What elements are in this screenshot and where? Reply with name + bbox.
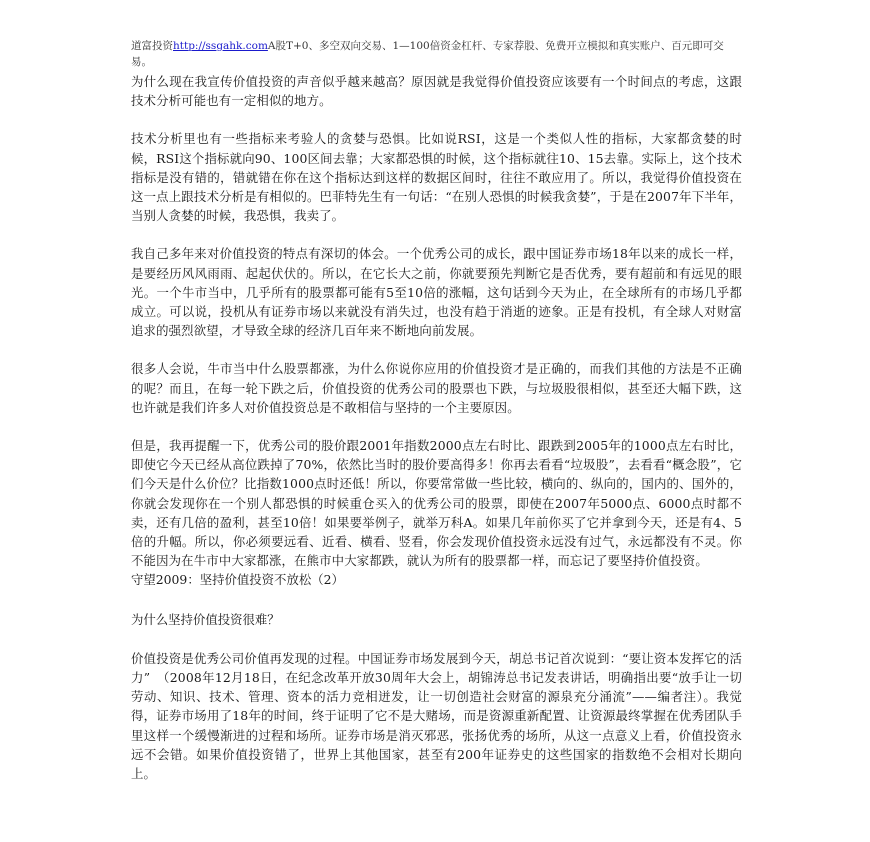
paragraph-2: 技术分析里也有一些指标来考验人的贪婪与恐惧。比如说RSI，这是一个类似人性的指标，大家都贪婪的时候，RSI这个指标就向90、100区间去靠；大家都恐惧的时候，这个指标就往10、15去靠。实际上，这个技术指标是没有错的，错就错在你在这个指标达到这样的数据区间时，往往不敢应用了。所以，我觉得价值投资在这一点上跟技术分析是有相似的。巴菲特先生有一句话：“在别人恐惧的时候我贪婪”，于是在2007年下半年，当别人贪婪的时候，我恐惧，我卖了。 <box>131 131 742 224</box>
section-heading: 为什么坚持价值投资很难？ <box>131 611 280 627</box>
ad-prefix: 道富投资 <box>131 40 173 52</box>
paragraph-1: 为什么现在我宣传价值投资的声音似乎越来越高？原因就是我觉得价值投资应该要有一个时间点的考虑，这跟技术分析可能也有一定相似的地方。 <box>131 74 742 109</box>
paragraph-4: 很多人会说，牛市当中什么股票都涨，为什么你说你应用的价值投资才是正确的，而我们其他的方法是不正确的呢？而且，在每一轮下跌之后，价值投资的优秀公司的股票也下跌，与垃圾股很相似，甚至还大幅下跌，这也许就是我们许多人对价值投资总是不敢相信与坚持的一个主要原因。 <box>131 361 742 415</box>
paragraph-3: 我自己多年来对价值投资的特点有深切的体会。一个优秀公司的成长，跟中国证券市场18年以来的成长一样，是要经历风风雨雨、起起伏伏的。所以，在它长大之前，你就要预先判断它是否优秀，要有超前和有远见的眼光。一个牛市当中，几乎所有的股票都可能有5至10倍的涨幅，这句话到今天为止，在全球所有的市场几乎都成立。可以说，投机从有证券市场以来就没有消失过，也没有趋于消逝的迹象。正是有投机，有全球人对财富追求的强烈欲望，才导致全球的经济几百年来不断地向前发展。 <box>131 246 742 339</box>
ad-link[interactable]: http://ssgahk.com <box>173 40 268 52</box>
paragraph-5: 但是，我再提醒一下，优秀公司的股价跟2001年指数2000点左右时比、跟跌到2005年的1000点左右时比，即使它今天已经从高位跌掉了70%，依然比当时的股价要高得多！你再去看看“垃圾股”，去看看“概念股”，它们今天是什么价位？比指数1000点时还低！所以，你要常常做一些比较，横向的、纵向的，国内的、国外的，你就会发现你在一个别人都恐惧的时候重仓买入的优秀公司的股票，即使在2007年5000点、6000点时都不卖，还有几倍的盈利，甚至10倍！如果要举例子，就举万科A。如果几年前你买了它并拿到今天，还是有4、5倍的升幅。所以，你必须要远看、近看、横看、竖看，你会发现价值投资永远没有过气，永远都没有不灵。你不能因为在牛市中大家都涨，在熊市中大家都跌，就认为所有的股票都一样，而忘记了要坚持价值投资。 <box>131 438 742 569</box>
final-paragraph: 价值投资是优秀公司价值再发现的过程。中国证券市场发展到今天，胡总书记首次说到：“要让资本发挥它的活力” （2008年12月18日，在纪念改革开放30周年大会上，胡锦涛总书记发表讲话，明确指出要“放手让一切劳动、知识、技术、管理、资本的活力竞相迸发，让一切创造社会财富的源泉充分涌流”——编者注）。我觉得，证券市场用了18年的时间，终于证明了它不是大赌场，而是资源重新配置、让资源最终掌握在优秀团队手里这样一个缓慢渐进的过程和场所。证券市场是消灭邪恶，张扬优秀的场所，从这一点意义上看，价值投资永远不会错。如果价值投资错了，世界上其他国家，甚至有200年证券史的这些国家的指数绝不会相对长期向上。 <box>131 650 742 782</box>
series-title: 守望2009：坚持价值投资不放松（2） <box>131 572 344 588</box>
ad-suffix: A股T+0、多空双向交易、1—100倍资金杠杆、专家荐股、免费开立模拟和真实账户、百元即可交易。 <box>131 40 724 68</box>
ad-banner <box>131 38 742 70</box>
